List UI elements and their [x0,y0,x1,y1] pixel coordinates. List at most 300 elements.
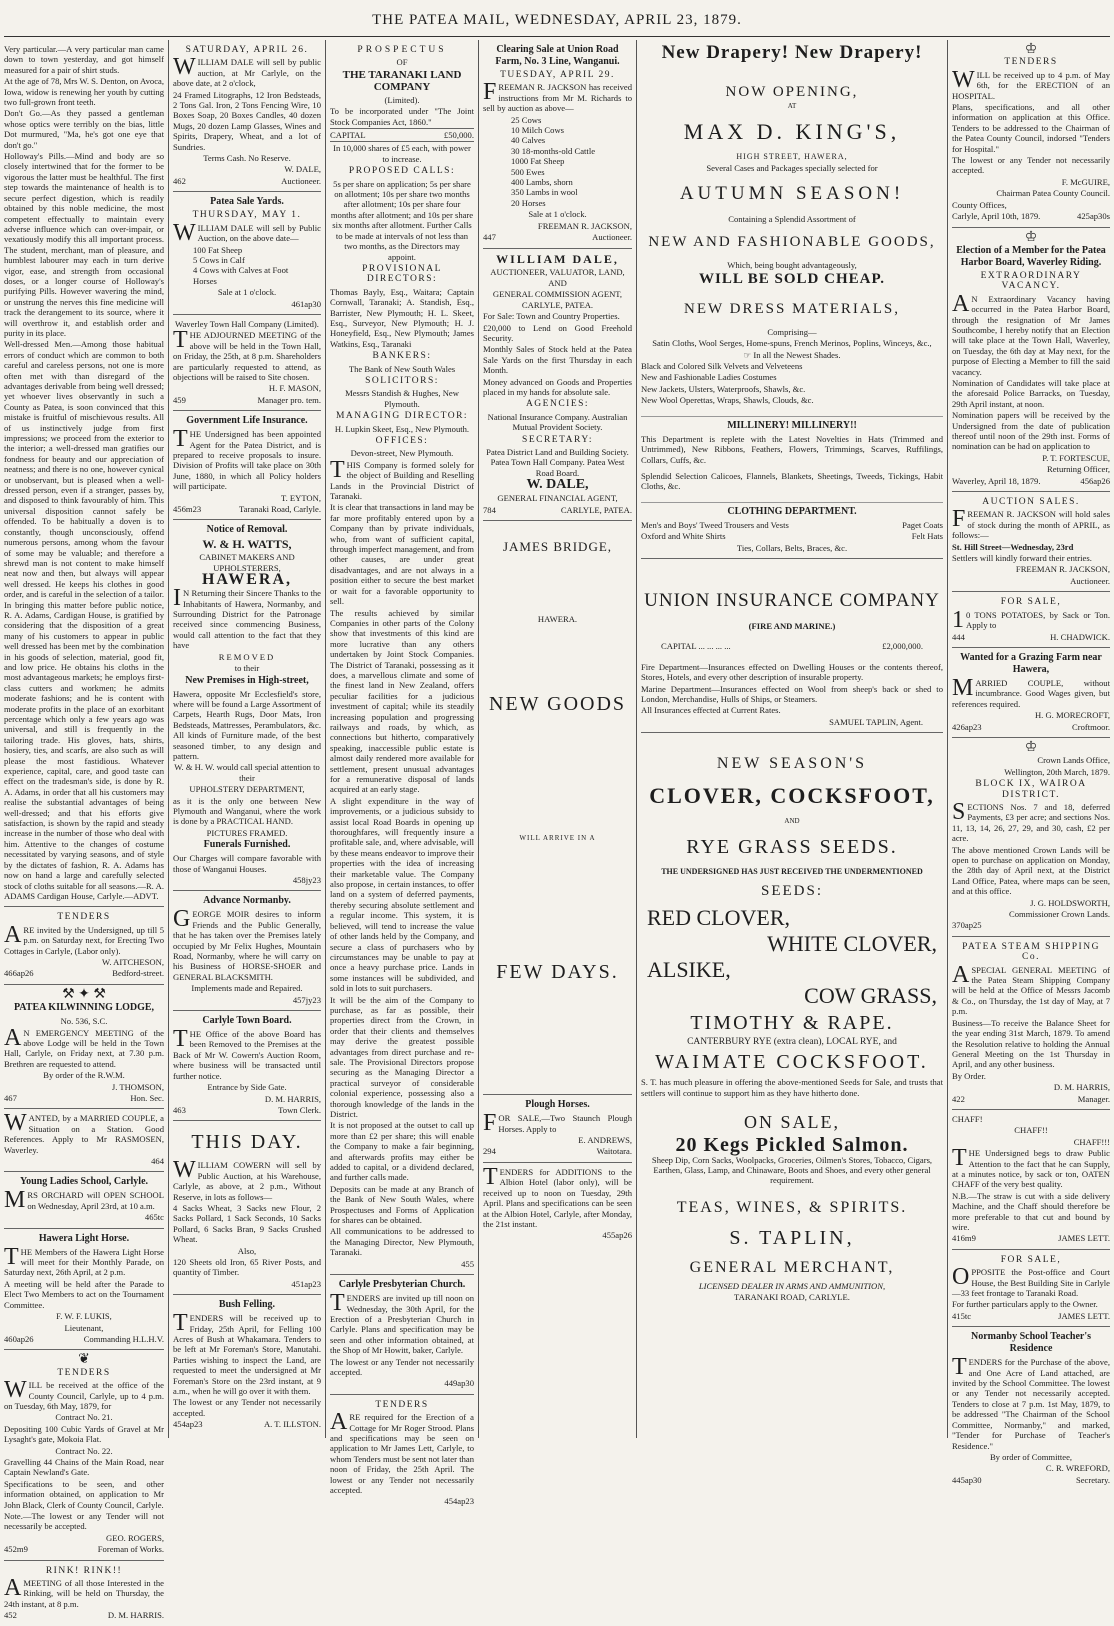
ad-ref: 370ap25 [952,920,982,931]
list-item: 40 Calves [511,135,546,146]
ad-items: 4 Sacks Wheat, 3 Sacks new Flour, 2 Sacks Pollard, 1 Sack Seconds, 10 Sacks Pollard, 6 Sacks Bran, 9 Sacks Crushed Wheat. [173,1202,321,1245]
list-item: 10 Milch Cows [511,125,564,136]
ad-body: W. & H. W. would call special attention to their [174,762,320,783]
ad-title: Plough Horses. [525,1099,590,1111]
ad-body: TENDERS are invited up till noon on Wednesday, the 30th April, for the Erection of a Presbyterian Church in Carlyle. Plans and specification may be seen and other information obtained, at the Shop of Mr Howitt, baker, Carlyle. [330,1290,474,1356]
ad-ref: 460ap26 [4,1333,34,1344]
lodge-ad [4,985,164,1110]
capital-value: £2,000,000. [882,641,923,652]
ad-title: PATEA STEAM SHIPPING Co. [962,941,1100,963]
section-title: SECRETARY: [522,434,593,445]
ad-subtitle: No. 536, S.C. [60,1016,108,1027]
section-title: BANKERS: [372,351,432,362]
ad-body: WANTED, by a MARRIED COUPLE, a Situation on a Station. Good References. Apply to Mr RASMOSEN, Waverley. [4,1110,164,1155]
news-items [4,40,164,907]
ad-signature: J. G. HOLDSWORTH, [1030,897,1110,908]
ad-body: To be incorporated under "The Joint Stock Companies Act, 1860." [330,106,474,127]
ad-signature: H. G. MORECROFT, [1034,710,1110,721]
ad-role: Auctioneer. [592,232,632,243]
ad-title: Wanted for a Grazing Farm near Hawera, [960,651,1102,675]
ad-body: Specifications to be seen, and other information obtained, on application to Mr John Black, Clerk of County Council, Carlyle. [4,1478,164,1510]
ad-body: Oxford and White Shirts [641,531,726,542]
ad-emphasis: New Premises in High-street, [185,674,309,686]
ad-signature: JAMES LETT. [1058,1233,1110,1244]
ad-body: Deposits can be made at any Branch of the Bank of New South Wales, where Prospectuses and Forms of Application for shares can be obtained. [330,1183,474,1226]
business-address: TARANAKI ROAD, CARLYLE. [734,1292,850,1303]
ad-body: H. Lupkin Skeet, Esq., New Plymouth. [334,423,470,434]
chaff-ad [952,1110,1110,1250]
ad-subtitle: EXTRAORDINARY VACANCY. [980,270,1082,292]
ad-body: This Department is replete with the Latest Novelties in Hats (Trimmed and Untrimmed), New Ribbons, Feathers, Flowers, Trimmings, Scarves, Ruffilings, Collars, Cuffs, &c. [641,433,943,465]
ad-headline: ON SALE, [744,1112,840,1133]
ad-body: OPPOSITE the Post-office and Court House, the Best Building Site in Carlyle—33 feet frontage to Taranaki Road. [952,1264,1110,1299]
ad-body: FOR SALE,—Two Staunch Plough Horses. Apply to [483,1110,632,1137]
ad-order: By order of the R.W.M. [43,1070,125,1081]
business-name: WILLIAM DALE, [496,251,619,266]
crest-icon: ❦ [78,1352,90,1368]
column-6 [948,40,1114,1485]
ad-headline: NEW DRESS MATERIALS, [684,300,900,317]
ad-body: AND [784,817,800,826]
union-insurance-ad [641,559,943,733]
ad-title: Election of a Member for the Patea Harbor Board, Waverley Riding. [956,244,1106,268]
ad-signature: FREEMAN R. JACKSON, [1015,564,1110,575]
ad-body: ASPECIAL GENERAL MEETING of the Patea Steam Shipping Company will be held at the Office of Messrs Jacomb & Co., on Thursday, the 1st day of May, at 7 p.m. [952,961,1110,1017]
ad-emphasis: Funerals Furnished. [203,839,291,851]
ad-ref: 462 [173,175,186,186]
ad-terms: Terms Cash. No Reserve. [203,153,291,164]
ad-title: SATURDAY, APRIL 26. [185,45,309,55]
ad-title: Carlyle Town Board. [202,1015,292,1027]
ad-ref: 461ap30 [291,298,321,309]
ad-role: Chairman Patea County Council. [996,188,1110,199]
paragraph: Very particular.—A very particular man came down to town yesterday, and got himself measured for a pair of shirt studs. [4,44,164,75]
gov-insurance-ad [173,411,321,520]
column-3 [326,40,478,1507]
ad-address: CARLYLE, PATEA. [560,504,632,515]
ad-body [641,350,943,360]
ad-body: Settlers will kindly forward their entries. [952,553,1092,564]
seed-name: ALSIKE, [647,957,731,982]
ad-headline: AUTUMN SEASON! [679,182,905,204]
royal-crest-icon: ♔ [1024,229,1038,245]
ad-ref: 452 [4,1610,17,1621]
ad-address: Waitotara. [596,1146,632,1157]
ad-headline: NEW SEASON'S [716,755,868,773]
ad-office: County Offices, [952,199,1007,210]
ad-ref: 463 [173,1104,186,1115]
ad-items: 120 Sheets old Iron, 65 River Posts, and quantity of Timber. [173,1256,321,1278]
ad-address: Taranaki Road, Carlyle. [239,504,321,515]
seed-name: COW GRASS, [804,983,937,1008]
teacher-residence-ad [952,1327,1110,1490]
ad-body: Our Charges will compare favorable with those of Wanganui Houses. [173,853,321,874]
ad-ref: 422 [952,1093,965,1104]
ad-body: All Insurances effected at Current Rates. [641,705,781,716]
ad-ref: 459 [173,394,186,405]
ad-body: £20,000 to Lend on Good Freehold Security. [483,322,632,343]
column-4 [479,40,636,1438]
ad-ref: 784 [483,504,496,515]
ad-body: 10 TONS POTATOES, by Sack or Ton. Apply to [952,606,1110,633]
ad-title: THIS DAY. [191,1131,303,1154]
ad-signature: A. T. ILLSTON. [263,1419,321,1430]
ad-date: TUESDAY, APRIL 29. [500,70,615,80]
list-item: 25 Cows [511,114,542,125]
ad-title: Advance Normanby. [203,895,291,907]
list-item: 350 Lambs in wool [511,187,578,198]
paragraph: Don't Go.—As they passed a gentleman whose optics were terribly on the bias, little Dot murmured, "Ma, he's got one eye that don't go." [4,108,164,150]
ad-body: THE Undersigned begs to draw Public Attention to the fact that he can Supply, at a minutes notice, by sack or ton, OATEN CHAFF of the very best quality. [952,1145,1110,1190]
normanby-ad [173,891,321,1011]
ad-body: THE ADJOURNED MEETING of the above will be held in the Town Hall, on Friday, the 25th, at 8 p.m. Shareholders are particularly requested to attend, as objections will be raised to Site chosen. [173,327,321,382]
ad-body: A meeting will be held after the Parade to Elect Two Members to act on the Tournament Committee. [4,1278,164,1310]
ad-ref: 467 [4,1093,17,1103]
business-name: MAX D. KING'S, [683,118,901,144]
tenders-strood-ad [330,1395,474,1512]
ad-title: Government Life Insurance. [186,415,308,427]
steam-shipping-ad [952,937,1110,1110]
ad-ref: 445ap30 [952,1474,982,1485]
list-item: 30 18-months-old Cattle [511,145,596,156]
list-item: 400 Lambs, shorn [511,177,573,188]
section-title: AGENCIES: [525,399,590,410]
ad-emphasis: PICTURES FRAMED. [206,827,288,838]
ad-body: New Jackets, Ulsters, Waterproofs, Shawls, &c. [641,383,806,394]
clearing-sale-ad [483,40,632,249]
ad-body: Implements made and Repaired. [191,983,303,994]
ad-body: ARE required for the Erection of a Cottage for Mr Roger Strood. Plans and specifications may be seen on application to Mr James Lett, Carlyle, to whom Tenders must be sent not later than noon of Friday, the 25th April. The lowest or any Tender not necessarily accepted. [330,1409,474,1495]
ad-body: THE Undersigned has been appointed Agent for the Patea District, and is prepared to receive proposals to insure. Division of Profits will take place on 30th June, 1880, in which all Policy holders will participate. [173,426,321,492]
james-bridge-ad [483,521,632,1095]
column-5 [637,40,947,1438]
ad-body: New Wool Operettas, Wraps, Shawls, Clouds, &c. [641,395,814,406]
ad-body: WILLIAM DALE will sell by public auction, at Mr Carlyle, on the above date, at 2 o'clock, [173,54,321,89]
ad-body: National Insurance Company. Australian Mutual Provident Society. [487,411,628,433]
ad-body: The results achieved by similar Companies in other parts of the Colony show that investments of this kind are more lucrative than any others undertaken by Joint Stock Companies. The District of Taranaki, possessing as it does, a marvellous climate and some of the finest land in New Zealand, offers peculiar facilities for a judicious investment of capital; while its steadily increasing population and progressing railways and roads, by which, as connections but hitherto, comparatively speaking, inaccessible public estate is almost daily rendered more available for settlement, present unusual advantages for a remunerative disposal of lands acquired at an early stage. [330,607,474,795]
capital-value: £50,000. [443,130,474,141]
ad-ref: 465tc [144,1212,164,1223]
ad-headline: CLOVER, COCKSFOOT, [649,783,935,809]
ad-body: TENDERS for ADDITIONS to the Albion Hotel (labor only), will be received up to noon on Tuesday, 29th April. Plans and specifications can be seen at the Albion Hotel, Carlyle, after Monday, the 21st instant. [483,1163,632,1229]
building-site-ad [952,1250,1110,1327]
ad-body: WILL be received at the office of the County Council, Carlyle, up to 4 p.m. on Tuesday, 6th May, 1879, for [4,1377,164,1411]
ad-body: Patea District Land and Building Society. Patea Town Hall Company. Patea West Road Board. [486,447,629,478]
ad-note: Note.—The lowest or any Tender will not necessarily be accepted. [4,1511,164,1532]
ad-body: The Bank of New South Wales [348,363,456,374]
paragraph: Well-dressed Men.—Among those habitual errors of conduct which are common to both careful and careless persons, not one is more often met with than disregard of the advantages derivable from being well dressed; yet whoever lives observantly in such a County as Patea, is soon convinced that this mistake is fruitful of mischievous results. All of us instinctively judge from first impressions; we proceed from the exterior to the interior; a well-dressed man gratifies our fondness for beauty and our appreciation of neatness; and there is no one, however cynical or unobservant, but is pleased when a well-dressed person, even if a stranger, passes by, and disposed to think favourably of him. This universal disposition cannot safely be offended. To be habitually a doven is to constantly, though unconsciously, offend numerous persons, among whom the favour of some may be valuable; and therefore a shrewd man is not content to make himself neat now and then, but always will appear well dressed. He keeps his clothes in good order, and is careful in the selection of a tailor. In bringing this matter before public notice, R. A. Adams, Cardigan House, is gratified by considering that the disposition of a great many of his customers to appear in public well dressed has been met by the combination in his goods of selection, material, good fit, and low price. He obtains his cloths in the most advantageous markets; he employs first-class cutters and workmen; he admits moderate fashions; and he is content with moderate profits in the place of an exorbitant percentage which only a few years ago was universal, and still is frequently in the tailoring trade. His gloves, hats, shirts, hosiery, ties, and scarfs, are also such as will please the most fastidious. Whatever experience, capital, care, and good taste can effect on the tradesman's side, is done by R. A. Adams, in order that all his customers may realise the substantial advantages of being well-dressed; and that his efforts give satisfaction, is shown by the rapid and steady increase in the number of those who deal with him. Attentive to the changes of costume necessitated by varying seasons, and of style by the dictates of fashion, R. A. Adams has now on hand a large and carefully selected stock of cloths suitable for all seasons.—R. A. ADAMS Cardigan House, Carlyle.—ADVT. [4,339,164,901]
ad-body: All communications to be addressed to the Managing Director, New Plymouth, Taranaki. [330,1226,474,1258]
tenders-gravel-ad [4,1350,164,1560]
ad-body: GEORGE MOIR desires to inform Friends and the Public Generally, that he has taken over the Premises lately occupied by Mr Felix Hughes, Mountain Road, Normanby, where he will carry on his Business of HORSE-SHOER and GENERAL BLACKSMITH. [173,906,321,982]
ad-ref: 426ap23 [952,721,982,732]
ad-body: Sheep Dip, Corn Sacks, Woolpacks, Groceries, Oilmen's Stores, Tobacco, Cigars, Earthen, Glass, Lamp, and Chinaware, Boots and Shoes, and every other general requirement. [651,1154,933,1186]
list-item: 500 Ewes [511,166,545,177]
ad-title: Bush Felling. [218,1299,276,1311]
ad-headline: TEAS, WINES, & SPIRITS. [676,1198,908,1216]
ad-body: WILLIAM DALE will sell by Public Auction, on the above date— [173,219,321,246]
ad-body: WILL ARRIVE IN A [519,833,596,842]
ad-ref: 455 [461,1258,474,1269]
ad-signature: F. McGUIRE, [1061,176,1110,187]
ad-title: PATEA KILWINNING LODGE, [13,1002,155,1014]
ad-body: St. Hill Street—Wednesday, 23rd [952,541,1074,552]
ad-ref: 425ap30s [1077,211,1110,222]
ad-signature: W. DALE, [284,164,321,175]
ad-body: Which, being bought advantageously, [727,260,857,271]
ad-ref: 455ap26 [602,1230,632,1241]
ad-emphasis: UPHOLSTERY DEPARTMENT, [189,784,305,795]
column-1 [0,40,168,1621]
business-sub: AND [548,277,567,288]
ad-body: AN Extraordinary Vacancy having occurred in the Patea Harbor Board, through the resignation of Mr James Southcombe, I hereby notify that an Election will take place at the Town Hall, Waverley, on Tuesday, the 6th day at May next, for the purpose of Electing a Member to fill the said vacancy. [952,290,1110,377]
ad-body: Comprising— [767,326,817,337]
ad-body: Thomas Bayly, Esq., Waitara; Captain Cornwall, Taranaki; A. Standish, Esq., Barrister, New Plymouth; H. L. Skeet, Esq., Surveyor, New Plymouth; H. J. Honeyfield, Esq., New Plymouth; James Watkins, Esq., Taranaki [330,286,474,349]
masonic-emblem-icon: ⚒ ✦ ⚒ [62,986,106,1002]
ad-title: RINK! RINK!! [45,1565,123,1576]
ad-role: Manager. [1077,1093,1110,1104]
capital-label: CAPITAL ... ... ... ... [661,641,731,652]
ad-body: For Sale: Town and Country Properties. [483,311,620,322]
business-name: S. TAPLIN, [729,1226,855,1249]
ad-item: Horses [193,275,217,286]
ad-body: It will be the aim of the Company to purchase, as far as possible, their properties direct from the Crown, in order that their clients and themselves may derive the greatest possible advantages from direct purchase and re-sale. The Provisional Directors propose securing as the Managing Director a practical surveyor of considerable colonial experience, possessing also a thorough knowledge of the lands in the District. [330,994,474,1119]
column-2 [169,40,325,1438]
ad-body: TENDERS for the Purchase of the above, and One Acre of Land attached, are invited by the School Committee. The lowest or any Tender not necessarily accepted. Tenders to close at 7 p.m. 1st May, 1879, to be addressed "The Chairman of the School Committee, Normanby," and marked, "Tender for Purchase of Teacher's Residence." [952,1354,1110,1451]
ad-body: MARRIED COUPLE, without incumbrance. Good Wages given, but references required. [952,674,1110,709]
ad-body: A slight expenditure in the way of improvements, or a judicious subsidy to assist local Road Boards in opening up thoroughfares, will frequently insure a profitable sale, and, where advisable, will by these means endeavor to improve their properties with the idea of increasing their marketable value. The Company also propose, in certain instances, to offer land on a system of deferred payments, thereby securing absolute settlement and a regular income. This system, it is believed, will tend to increase the value of other lands held by the Company, and secure a class of purchasers who by circumstances may be unable to pay at once a heavy purchase price. Lands in some instances will be subdivided, and sold in lots to suit purchasers. [330,795,474,994]
ad-items: 24 Framed Litographs, 12 Iron Bedsteads, 2 Tons Gal. Iron, 2 Tons Fencing Wire, 10 Boxes Soap, 20 Boxes Candles, 40 dozen Mugs, 20 dozen Lamp Glasses, Wines and Spirits, Drapery, Wheat, and a lot of Sundries. [173,89,321,152]
ad-role: Manager pro. tem. [257,394,321,405]
ad-role: Croftmoor. [1072,721,1110,732]
ad-headline: NEW AND FASHIONABLE GOODS, [648,234,936,251]
ad-body: Black and Colored Silk Velvets and Velveteens [641,361,803,372]
contract-number: Contract No. 22. [55,1445,113,1456]
ad-title: FOR SALE, [1000,1254,1062,1265]
seed-name: WAIMATE COCKSFOOT. [655,1051,929,1074]
ad-body: Plans, specifications, and all other information on application at this Office. Tenders to be addressed to the Chairman of the Patea County Council, indorsed "Tenders for Hospital." [952,102,1110,154]
ad-body: Messrs Standish & Hughes, New Plymouth. [345,388,459,409]
ad-ref: 416m9 [952,1233,976,1244]
town-board-ad [173,1011,321,1121]
ad-date: Wellington, 20th March, 1879. [1004,766,1110,777]
section-title: CLOTHING DEPARTMENT. [641,502,943,518]
ad-body: Money advanced on Goods and Properties placed in my hands for absolute sale. [483,376,632,397]
ad-headline: RYE GRASS SEEDS. [686,835,898,858]
ad-body: as it is the only one between New Plymouth and Wanganui, where the work is done by a PRACTICAL HAND. [173,795,321,827]
ad-of: OF [396,57,408,68]
ad-date: THURSDAY, MAY 1. [192,210,302,221]
ad-ref: 454ap23 [444,1496,474,1507]
ad-title: Carlyle Presbyterian Church. [338,1279,466,1291]
section-title: PROVISIONAL DIRECTORS: [362,263,442,285]
seed-name: TIMOTHY & RAPE. [690,1012,894,1034]
church-ad [330,1275,474,1395]
hospital-tenders-ad [952,40,1110,228]
business-sub: GENERAL COMMISSION AGENT, CARLYLE, PATEA. [492,289,623,310]
ad-ref: 447 [483,232,496,243]
ad-body: 5s per share on application; 5s per share on allotment; 10s per share two months after allotment; 10s per share four months after allotment; and 10s per share six months after allotment. Further Calls to be made at intervals of not less than two months, as the Directors may appoint. [330,178,474,262]
masthead: THE PATEA MAIL, WEDNESDAY, APRIL 23, 1879. [372,12,742,28]
paragraph: At the age of 78, Mrs W. S. Denton, on Avoca, Iowa, widow is renewing her youth by cutting two full-grown front teeth. [4,76,164,108]
ad-title: TENDERS [375,1399,429,1410]
ad-ref: 451ap23 [291,1278,321,1289]
ad-order: By order of Committee, [989,1451,1073,1462]
company-name: UNION INSURANCE COMPANY [644,589,940,611]
watts-ad [173,520,321,891]
contract-number: Contract No. 21. [55,1412,113,1423]
harbor-election-ad [952,228,1110,493]
ad-body: The above mentioned Crown Lands will be open to purchase on application on Monday, the 28th day of April next, at the District Land Office, Patea, where maps can be seen, and at this office. [952,844,1110,897]
contract-desc: Depositing 100 Cubic Yards of Gravel at Mr Lysaght's gate, Mokoia Flat. [4,1423,164,1445]
business-town: HAWERA, [201,571,292,589]
ad-body: Nomination papers will be received by the Undersigned from the date of publication thereof until noon of the 29th inst. Forms of nomination can be had on application to [952,410,1110,452]
ad-body: Felt Hats [911,531,943,542]
ad-signature: W. AITCHESON, [102,956,164,967]
ad-role: GENERAL FINANCIAL AGENT, [497,493,618,504]
ad-body: MRS ORCHARD will OPEN SCHOOL on Wednesday, April 23rd, at 10 a.m. [4,1187,164,1214]
ad-emphasis: REMOVED [218,651,276,662]
ad-title: TENDERS [57,1367,111,1378]
ad-body: Containing a Splendid Assortment of [728,213,856,224]
ad-body: It is clear that transactions in land may be far more profitably entered upon by a Company than by private individuals, who, from want of sufficient capital, through imperfect management, and from other causes, are under great disadvantages, and are not always in a position either to secure the best market or wait for a favorable opportunity to sell. [330,502,474,607]
ad-ref: 444 [952,631,965,642]
paragraph: Holloway's Pills.—Mind and body are so closely intertwined that for the former to be vigorous the latter must be healthful. The first step towards the maintenance of health is to secure perfect digestion, which is readily obtained by this noble medicine, the most competent effectually to maintain every adverse influence which can over-impair, or vexatiously modify this all important process. The student, merchant, man of pleasure, and humblest labourer may each in turn derive vigor, ease, and strength from occasional doses, or a longer course of Holloway's purifying Pills. However wavering the mind, or unstrung the nerves this fine medicine will track the derangement to its source, where it will overthrow it, and establish order and purity in its place. [4,151,164,338]
section-title: MANAGING DIRECTOR: [335,411,469,422]
ad-body: THE Members of the Hawera Light Horse will meet for their Monthly Parade, on Saturday next, 26th April, at 2 p.m. [4,1243,164,1278]
business-sub: GENERAL MERCHANT, [689,1258,895,1276]
ad-body: Men's and Boys' Tweed Trousers and Vests [641,519,789,530]
ad-headline: SEEDS: [760,883,823,899]
ad-headline: NOW OPENING, [725,84,859,100]
seed-name: WHITE CLOVER, [767,931,937,956]
ad-signature: P. T. FORTESCUE, [1042,452,1110,463]
ad-body: to their [234,663,260,674]
ad-title: Patea Sale Yards. [210,196,284,208]
ad-body: New and Fashionable Ladies Costumes [641,372,777,383]
ad-signature: D. M. HARRIS, [1053,1082,1110,1093]
ad-office: Crown Lands Office, [1037,755,1110,766]
taplin-seeds-ad [641,733,943,1307]
ad-time: Sale at 1 o'clock. [217,287,277,298]
ad-title: Hawera Light Horse. [38,1232,130,1244]
ad-ref: 449ap30 [444,1378,474,1389]
ad-role: Secretary. [1075,1474,1110,1485]
ad-signature: D. M. HARRIS, [264,1093,321,1104]
ad-title: Young Ladies School, Carlyle. [19,1176,149,1188]
ad-body: AMEETING of all those Interested in the Rinking, will be held on Thursday, the 24th instant, at 8 p.m. [4,1575,164,1609]
ad-body: Splendid Selection Calicoes, Flannels, Blankets, Sheetings, Tweeds, Tickings, Habit Cloths, &c. [641,470,943,492]
business-name: JAMES BRIDGE, [502,539,613,555]
ad-body: THE UNDERSIGNED HAS JUST RECEIVED THE UNDERMENTIONED [661,866,923,876]
ad-signature: W. DALE, [526,477,589,493]
ad-body: Monthly Sales of Stock held at the Patea Sale Yards on the first Thursday in each Month. [483,344,632,376]
ad-body: In 10,000 shares of £5 each, with power to increase. [333,143,471,164]
ad-headline: WILL BE SOLD CHEAP. [699,271,885,288]
ad-role: Auctioneer. [281,175,321,186]
ad-date: Waverley, April 18, 1879. [952,475,1041,486]
ad-signature: JAMES LETT. [1058,1310,1110,1321]
ad-body: Also, [237,1245,257,1256]
ad-headline: FEW DAYS. [496,961,619,984]
ad-body: Fire Department—Insurances effected on Dwelling Houses or the contents thereof, Stores, Hotels, and every other description of insurable property. [641,661,943,683]
ad-signature: FREEMAN R. JACKSON, [537,220,632,231]
ad-headline: 20 Kegs Pickled Salmon. [675,1134,909,1157]
ad-body: Paget Coats [902,519,943,530]
ad-title: AUCTION SALES. [982,497,1080,508]
ad-signature: F. W. F. LUKIS, [56,1311,112,1322]
ad-body: Entrance by Side Gate. [207,1082,287,1093]
ad-title: PROSPECTUS [357,45,447,55]
ad-order: By Order. [952,1070,986,1081]
ad-date: Carlyle, April 10th, 1879. [952,211,1041,222]
ad-ref: 458jy23 [292,875,321,885]
plough-horses-ad [483,1095,632,1163]
ad-note: The lowest or any Tender not necessarily accepted. [952,155,1110,176]
ad-item: 100 Fat Sheep [193,244,243,255]
ad-role: Commissioner Crown Lands. [1009,909,1110,920]
ad-body: Devon-street, New Plymouth. [350,448,454,459]
ad-signature: E. ANDREWS, [578,1135,632,1146]
business-town: HAWERA. [537,614,578,625]
crown-lands-ad [952,738,1110,937]
ad-title: TENDERS [1004,57,1058,68]
ad-body: It is not proposed at the outset to call up more than £2 per share; this will enable the Company to make a fair beginning, and afterwards profits may either be added to capital, or a dividend declared, and further calls made. [330,1120,474,1183]
ad-role: Hon. Sec. [130,1093,164,1103]
ad-item: 4 Cows with Calves at Foot [193,265,289,276]
ad-title: BLOCK IX, WAIROA DISTRICT. [975,779,1087,800]
business-sub: LICENSED DEALER IN ARMS AND AMMUNITION, [698,1280,886,1291]
ad-signature: J. THOMSON, [111,1081,164,1092]
business-sub: CABINET MAKERS AND UPHOLSTERERS, [199,552,295,573]
ad-body: AT [787,102,797,111]
ad-body: SECTIONS Nos. 7 and 18, deferred Payments, £3 per acre; and sections Nos. 11, 13, 14, 26, 27, 29, and 30, cash, £2 per acre. [952,798,1110,844]
ad-body: WILL be received up to 4 p.m. of May 6th, for the ERECTION of an HOSPITAL. [952,66,1110,101]
ad-signature: H. F. MASON, [268,383,321,394]
company-limited: (Limited). [384,94,420,105]
pointing-hand-icon: ☞ [743,349,754,360]
ad-title: CHAFF!! [1014,1125,1048,1136]
ad-title: CHAFF! [952,1113,983,1124]
ad-body: S. T. has much pleasure in offering the above-mentioned Seeds for Sale, and trusts that settlers will continue to support him as they have hitherto done. [641,1077,943,1098]
ad-signature: D. M. HARRIS. [107,1610,164,1621]
ad-body: THE Office of the above Board has been Removed to the Premises at the Back of Mr W. Cowern's Auction Room, where business will be transacted until further notice. [173,1026,321,1081]
ad-note: The lowest or any Tender not necessarily accepted. [173,1397,321,1418]
ad-body: Business—To receive the Balance Sheet for the year ending 31st March, 1879. To amend the Resolution relative to holding the Annual General Meeting on the 1st Thursday in April, and any other business. [952,1017,1110,1070]
ad-ref: 454ap23 [173,1419,203,1430]
potatoes-ad [952,592,1110,648]
town-hall-ad [173,315,321,411]
dale-agent-ad [483,249,632,522]
ad-ref: 464 [151,1156,164,1167]
ad-item: 5 Cows in Calf [193,254,245,265]
ad-rank: Lieutenant, [64,1322,104,1333]
ad-signature: T. EYTON, [280,492,321,503]
ad-signature: H. CHADWICK. [1050,631,1110,642]
ad-body: In all the Newest Shades. [753,349,841,360]
ad-body: AN EMERGENCY MEETING of the above Lodge will be held in the Town Hall, Carlyle, on Friday next, at 7.30 p.m. Brethren are requested to attend. [4,1024,164,1069]
ad-body: N.B.—The straw is cut with a side delivery Machine, and the Chaff should therefore be more preferable to that cut and bound by wire. [952,1190,1110,1232]
ad-ref: 294 [483,1146,496,1157]
grazing-farm-ad [952,648,1110,738]
ad-body: Satin Cloths, Wool Serges, Home-spuns, French Merinos, Poplins, Winceys, &c., [652,338,932,349]
business-sub: AUCTIONEER, VALUATOR, LAND, [490,266,625,277]
ad-role: Commanding H.L.H.V. [83,1333,164,1344]
ad-body: WILLIAM COWERN will sell by Public Auction, at his Warehouse, Carlyle, as above, at 2 p.m., Without Reserve, in lots as follows— [173,1157,321,1202]
ad-address: Bedford-street. [112,968,164,979]
ad-ref: 415tc [952,1310,972,1321]
ad-title: Waverley Town Hall Company (Limited). [175,318,319,329]
